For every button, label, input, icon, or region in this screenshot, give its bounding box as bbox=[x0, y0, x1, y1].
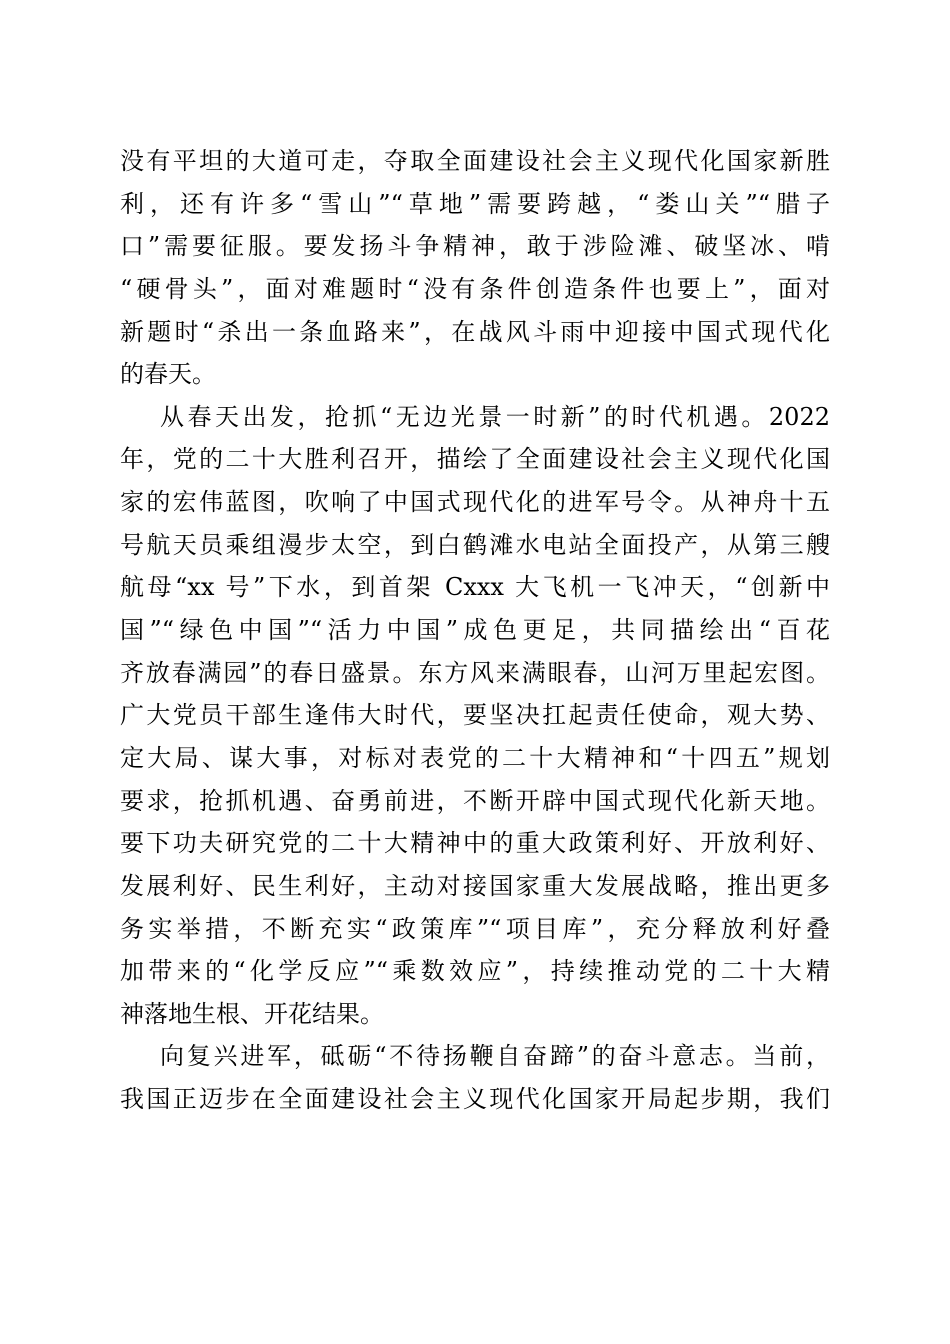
text-line: 家的宏伟蓝图，吹响了中国式现代化的进军号令。从神舟十五 bbox=[120, 488, 830, 517]
text-line: 向复兴进军，砥砺“不待扬鞭自奋蹄”的奋斗意志。当前， bbox=[160, 1042, 830, 1071]
text-line: “硬骨头”，面对难题时“没有条件创造条件也要上”，面对 bbox=[120, 274, 830, 303]
text-line: 口”需要征服。要发扬斗争精神，敢于涉险滩、破坚冰、啃 bbox=[120, 232, 830, 261]
text-line: 没有平坦的大道可走，夺取全面建设社会主义现代化国家新胜 bbox=[120, 147, 830, 175]
document-page bbox=[120, 140, 830, 1121]
text-line: 年，党的二十大胜利召开，描绘了全面建设社会主义现代化国 bbox=[120, 445, 830, 474]
text-line: 定大局、谋大事，对标对表党的二十大精神和“十四五”规划 bbox=[120, 743, 830, 772]
paragraph bbox=[120, 140, 830, 396]
text-line: 神落地生根、开花结果。 bbox=[120, 999, 384, 1028]
paragraph bbox=[120, 1035, 830, 1120]
text-line: 广大党员干部生逢伟大时代，要坚决扛起责任使命，观大势、 bbox=[120, 701, 830, 730]
paragraph bbox=[120, 396, 830, 1036]
text-line: 新题时“杀出一条血路来”，在战风斗雨中迎接中国式现代化 bbox=[120, 317, 830, 346]
text-line: 要下功夫研究党的二十大精神中的重大政策利好、开放利好、 bbox=[120, 829, 830, 858]
text-line: 我国正迈步在全面建设社会主义现代化国家开局起步期，我们 bbox=[120, 1085, 830, 1114]
text-line: 利，还有许多“雪山”“草地”需要跨越，“娄山关”“腊子 bbox=[120, 189, 830, 218]
text-line: 的春天。 bbox=[120, 360, 216, 389]
text-line: 号航天员乘组漫步太空，到白鹤滩水电站全面投产，从第三艘 bbox=[120, 530, 830, 559]
text-line: 要求，抢抓机遇、奋勇前进，不断开辟中国式现代化新天地。 bbox=[120, 786, 830, 815]
text-line: 从春天出发，抢抓“无边光景一时新”的时代机遇。2022 bbox=[160, 402, 830, 431]
text-line: 齐放春满园”的春日盛景。东方风来满眼春，山河万里起宏图。 bbox=[120, 658, 830, 687]
text-line: 航母“xx 号”下水，到首架 Cxxx 大飞机一飞冲天，“创新中 bbox=[120, 573, 830, 602]
text-line: 加带来的“化学反应”“乘数效应”，持续推动党的二十大精 bbox=[120, 957, 830, 986]
text-line: 国”“绿色中国”“活力中国”成色更足，共同描绘出“百花 bbox=[120, 616, 830, 645]
text-line: 发展利好、民生利好，主动对接国家重大发展战略，推出更多 bbox=[120, 871, 830, 900]
text-line: 务实举措，不断充实“政策库”“项目库”，充分释放利好叠 bbox=[120, 914, 830, 943]
